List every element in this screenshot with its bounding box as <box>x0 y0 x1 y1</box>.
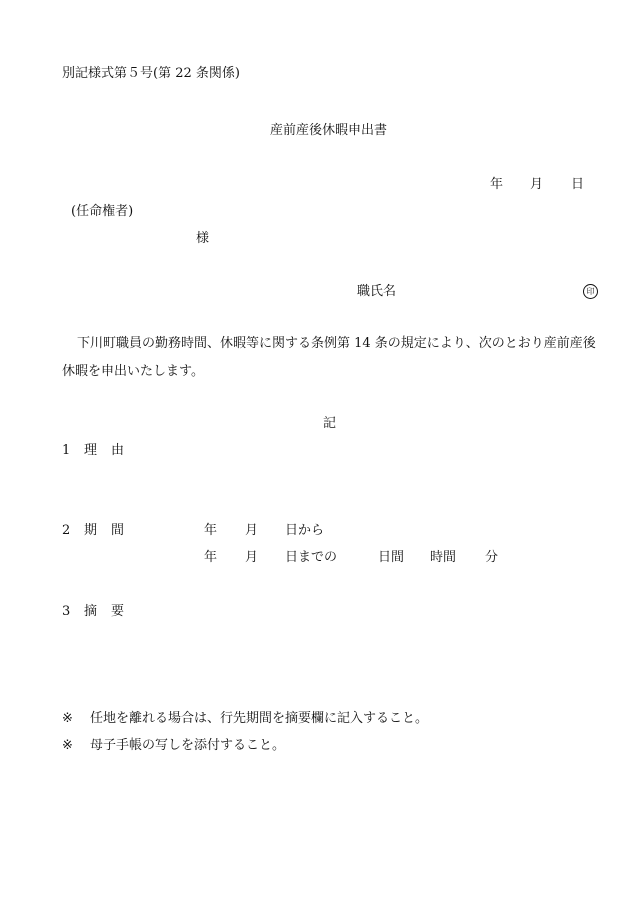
section-2-label-b: 間 <box>111 523 125 538</box>
section-1-label-a: 理 <box>84 443 98 458</box>
section-3-label-b: 要 <box>111 604 125 619</box>
section-2-number: 2 <box>62 523 71 538</box>
section-1-label-b: 由 <box>111 443 125 458</box>
date-month-label: 月 <box>530 177 544 192</box>
note-2-text: 母子手帳の写しを添付すること。 <box>90 738 286 753</box>
honorific-sama: 様 <box>196 231 210 246</box>
period-to-year: 年 <box>204 550 218 565</box>
document-title: 産前産後休暇申出書 <box>270 123 388 138</box>
appointer-label: (任命権者) <box>71 204 134 219</box>
form-number: 別記様式第５号(第 22 条関係) <box>62 66 240 81</box>
body-text-line-2: 休暇を申出いたします。 <box>62 364 204 379</box>
note-2-mark: ※ <box>62 738 73 753</box>
period-days-label: 日間 <box>378 550 405 565</box>
period-hours-label: 時間 <box>430 550 457 565</box>
note-1-mark: ※ <box>62 711 73 726</box>
section-1-number: 1 <box>62 443 71 458</box>
applicant-name-label: 職氏名 <box>357 284 397 299</box>
seal-mark: 印 <box>583 284 598 299</box>
period-minutes-label: 分 <box>485 550 499 565</box>
period-from-year: 年 <box>204 523 218 538</box>
date-day-label: 日 <box>571 177 585 192</box>
ki-heading: 記 <box>323 416 337 431</box>
section-3-number: 3 <box>62 604 71 619</box>
body-text-line-1: 下川町職員の勤務時間、休暇等に関する条例第 14 条の規定により、次のとおり産前産後 <box>77 336 596 351</box>
period-to-month: 月 <box>245 550 259 565</box>
period-to-day: 日までの <box>285 550 338 565</box>
section-2-label-a: 期 <box>84 523 98 538</box>
note-1-text: 任地を離れる場合は、行先期間を摘要欄に記入すること。 <box>90 711 429 726</box>
section-3-label-a: 摘 <box>84 604 98 619</box>
period-from-day: 日から <box>285 523 325 538</box>
date-year-label: 年 <box>490 177 504 192</box>
period-from-month: 月 <box>245 523 259 538</box>
